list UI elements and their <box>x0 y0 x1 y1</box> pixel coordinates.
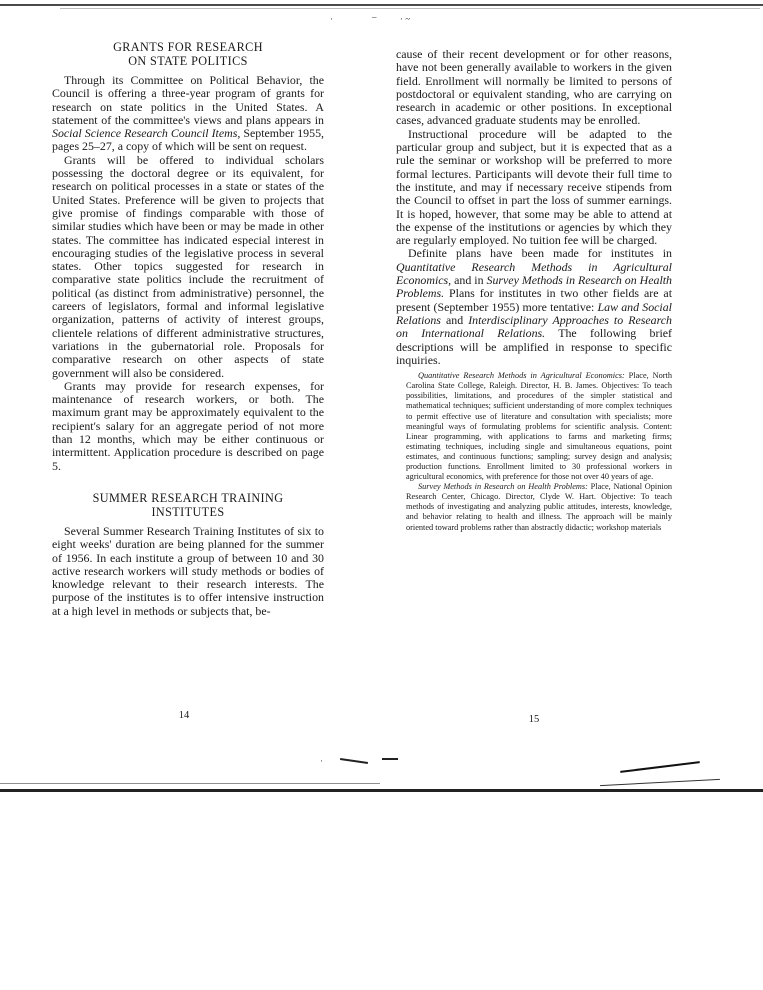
right-column <box>396 48 672 533</box>
paragraph: cause of their recent development or for other reasons, have not been generally available to workers in the given field. Enrollment will normally be limited to persons of postdoctoral or equivalent standing, who are carrying on research in academic or other positions. In exceptional cases, advanced graduate students may be enrolled. <box>396 47 672 128</box>
heading-line: ON STATE POLITICS <box>128 54 248 68</box>
scan-speck: – <box>372 12 377 22</box>
text-run: September 1955, pages 25–27, a copy of which will be sent on request. <box>52 126 324 154</box>
text-run: and <box>440 312 469 327</box>
text-italic: Quantitative Research Methods in Agricultural Economics: <box>418 371 625 381</box>
paragraph: Grants will be offered to individual scholars possessing the doctoral degree or its equivalent, for research on political processes in a state or states of the United States. Preference will be given to projects that give promise of findings comparable with those of similar studies which have been or may be made in other states. The committee has indicated especial interest in encouraging studies of the legislative process in several states. Other topics suggested for research in comparative state politics include the recruitment of political (as distinct from administrative) personnel, the careers of legislators, formal and informal legislative organization, patterns of activity of interest groups, clientele relations of different administrative structures, variations in the gubernatorial role. Proposals for comparative research on other aspects of state government will also be considered. <box>52 152 324 380</box>
heading-line: GRANTS FOR RESEARCH <box>113 40 263 54</box>
scan-smudge <box>600 779 720 786</box>
institute-description <box>406 482 672 532</box>
section-heading-summer-institutes <box>52 491 324 519</box>
text-italic: Survey Methods in Research on Health Problems: <box>418 482 588 492</box>
text-run: Through its Committee on Political Behavior, the Council is offering a three-year program of grants for research on state politics in the United States. A statement of the committee's views and plans appears in <box>52 73 324 127</box>
scan-smudge <box>620 761 700 773</box>
scan-speck: · <box>320 756 323 766</box>
institute-description <box>406 371 672 482</box>
scan-smudge <box>382 758 398 760</box>
text-run: The following brief descriptions will be amplified in response to specific inquiries. <box>396 326 672 367</box>
text-italic: Law and Social Relations <box>396 299 672 327</box>
scan-edge-top-faint <box>60 8 760 9</box>
page-number-left: 14 <box>178 710 190 721</box>
scan-edge-bottom-faint <box>0 783 380 784</box>
scan-edge-bottom <box>0 789 763 792</box>
text-run: Place, National Opinion Research Center, Chicago. Director, Clyde W. Hart. Objective: To teach methods of investigating and analyzing public attitudes, interests, knowledge, and behavior relating to health and illness. The approach will be mainly oriented toward problems rather than abstractly didactic; workshop materials <box>406 482 672 532</box>
section-heading-grants <box>52 40 324 68</box>
text-run: and in <box>451 273 487 288</box>
text-italic: Survey Methods in Research on Health Problems. <box>396 273 673 301</box>
heading-line: SUMMER RESEARCH TRAINING <box>92 490 284 505</box>
text-italic: Social Science Research Council Items, <box>52 126 241 141</box>
paragraph <box>52 74 324 154</box>
page-number-right: 15 <box>528 714 540 725</box>
scan-smudge <box>340 758 368 764</box>
text-italic: Interdisciplinary Approaches to Research on International Relations. <box>396 312 672 341</box>
text-run: Plans for institutes in two other fields are at present (September 1955) more tentative: <box>396 286 672 314</box>
paragraph <box>396 247 672 367</box>
scan-edge-top <box>0 4 763 6</box>
left-column <box>52 40 324 618</box>
paragraph: Grants may provide for research expenses, for maintenance of research workers, or both. The maximum grant may be approximately equivalent to the recipient's salary for an aggregate period of not more than 12 months, which may be either continuous or intermittent. Application procedure is described on page 5. <box>52 378 324 473</box>
paragraph: Several Summer Research Training Institutes of six to eight weeks' duration are being planned for the summer of 1956. In each institute a group of between 10 and 30 active research workers will study methods or bodies of knowledge relevant to their research interests. The purpose of the institutes is to offer intensive instruction at a high level in methods or subjects that, be- <box>52 523 324 618</box>
text-run: Place, North Carolina State College, Raleigh. Director, H. B. James. Objectives: To teach possibilities, limitations, and procedures of the simpler statistical and mathematical techniques; sufficient understanding of more complex techniques to permit effective use of literature and consultation with specialists; more meaningful ways of formulating problems for scientific analysis. Content: Linear programming, with applications to farms and marketing firms; estimating techniques, including single and simultaneous equations, point estimates, and continuous functions; sampling; survey design and analysis; production functions. Enrollment limited to 30 professional workers in agricultural economics, with preference for those not over 40 years of age. <box>406 371 673 482</box>
paragraph: Instructional procedure will be adapted to the particular group and subject, but it is expected that as a rule the seminar or workshop will be preferred to more formal lectures. Participants will devote their full time to the institute, and may if necessary receive stipends from the Council to offset in part the loss of summer earnings. It is hoped, however, that some may be able to attend at the expense of the institutions or agencies by which they are regularly employed. No tuition fee will be charged. <box>396 126 672 248</box>
text-italic: Quantitative Research Methods in Agricultural Economics, <box>396 259 672 288</box>
scan-speck: · <box>330 14 333 24</box>
heading-line: INSTITUTES <box>151 504 225 519</box>
text-run: Definite plans have been made for institutes in <box>408 246 672 261</box>
scan-speck: · ~ <box>400 14 411 24</box>
